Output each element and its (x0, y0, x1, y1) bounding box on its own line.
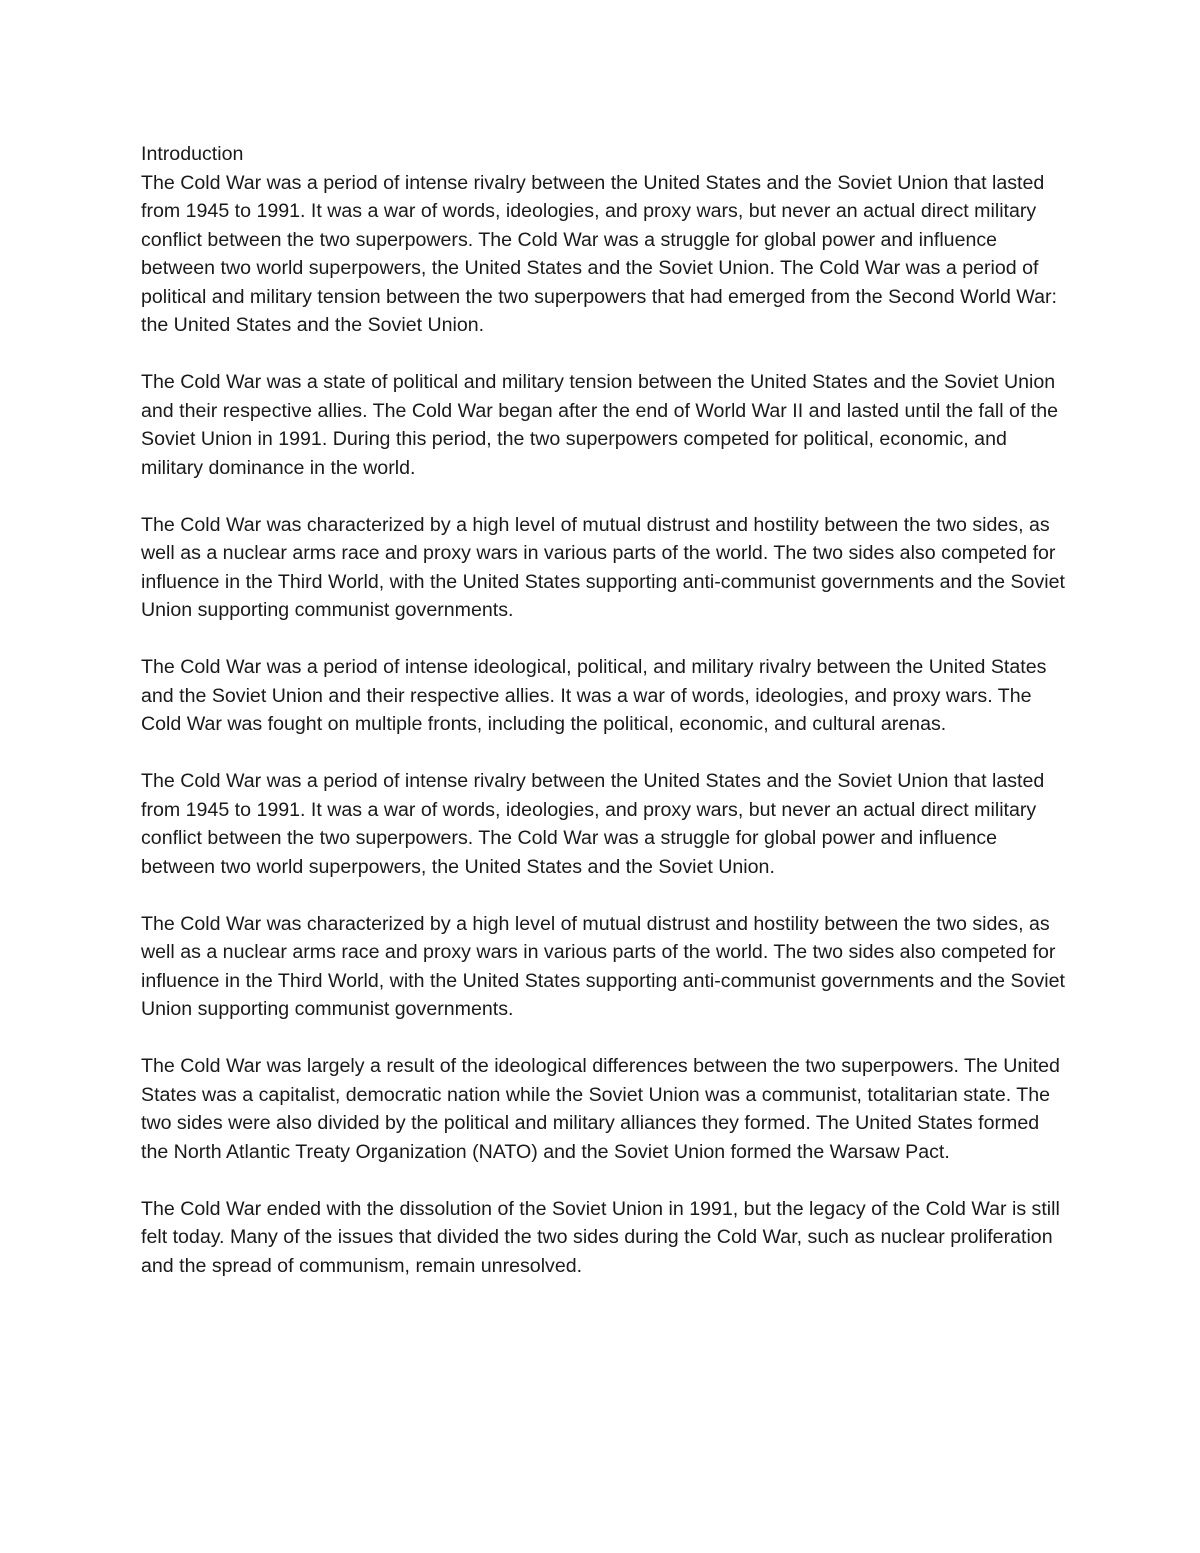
paragraph-1: The Cold War was a period of intense rivalry between the United States and the Soviet Union that lasted from 1945 to 1991. It was a war of words, ideologies, and proxy wars, but never an actual direct military conflict between the two superpowers. The Cold War was a struggle for global power and influence between two world superpowers, the United States and the Soviet Union. The Cold War was a period of political and military tension between the two superpowers that had emerged from the Second World War: the United States and the Soviet Union. (141, 171, 1057, 336)
paragraph-5: The Cold War was a period of intense rivalry between the United States and the Soviet Union that lasted from 1945 to 1991. It was a war of words, ideologies, and proxy wars, but never an actual direct military conflict between the two superpowers. The Cold War was a struggle for global power and influence between two world superpowers, the United States and the Soviet Union. (141, 770, 1045, 878)
paragraph-7: The Cold War was largely a result of the ideological differences between the two superpowers. The United States was a capitalist, democratic nation while the Soviet Union was a communist, totalitarian state. The two sides were also divided by the political and military alliances they formed. The United States formed the North Atlantic Treaty Organization (NATO) and the Soviet Union formed the Warsaw Pact. (141, 1055, 1060, 1163)
paragraph-6: The Cold War was characterized by a high level of mutual distrust and hostility between the two sides, as well as a nuclear arms race and proxy wars in various parts of the world. The two sides also competed for influence in the Third World, with the United States supporting anti-communist governments and the Soviet Union supporting communist governments. (141, 912, 1065, 1020)
document-body (141, 140, 1066, 1280)
paragraph-3: The Cold War was characterized by a high level of mutual distrust and hostility between the two sides, as well as a nuclear arms race and proxy wars in various parts of the world. The two sides also competed for influence in the Third World, with the United States supporting anti-communist governments and the Soviet Union supporting communist governments. (141, 513, 1065, 621)
paragraph-2: The Cold War was a state of political and military tension between the United States and the Soviet Union and their respective allies. The Cold War began after the end of World War II and lasted until the fall of the Soviet Union in 1991. During this period, the two superpowers competed for political, economic, and military dominance in the world. (141, 371, 1059, 479)
paragraph-4: The Cold War was a period of intense ideological, political, and military rivalry between the United States and the Soviet Union and their respective allies. It was a war of words, ideologies, and proxy wars. The Cold War was fought on multiple fronts, including the political, economic, and cultural arenas. (141, 656, 1047, 735)
paragraph-8: The Cold War ended with the dissolution of the Soviet Union in 1991, but the legacy of the Cold War is still felt today. Many of the issues that divided the two sides during the Cold War, such as nuclear proliferation and the spread of communism, remain unresolved. (141, 1197, 1060, 1277)
section-heading: Introduction (141, 143, 244, 165)
